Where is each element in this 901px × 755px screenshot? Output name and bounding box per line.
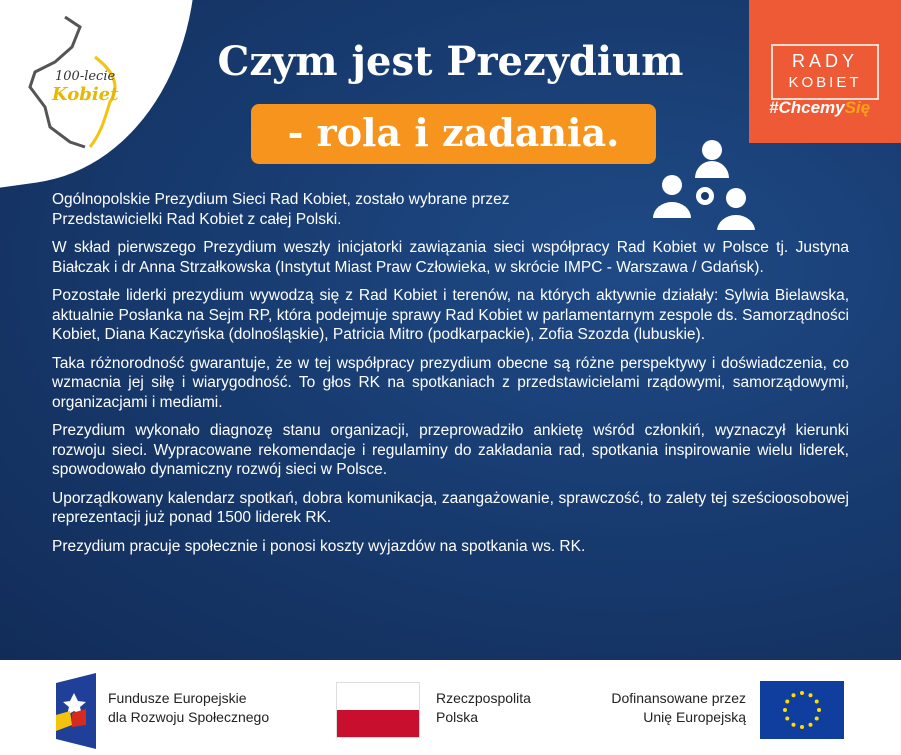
paragraph: Pozostałe liderki prezydium wywodzą się z Rad Kobiet i terenów, na których aktywnie działały: Sylwia Bielawska, aktualnie Posłanka na Sejm RP, która podejmuje sprawy Rad Kobiet w parlamentarnym zespole ds. Samorządności Kobiet, Diana Kaczyńska (dolnośląskie), Patricia Mitro (podkarpackie), Zofia Szozda (lubuskie).	[52, 287, 849, 343]
eu-star	[800, 691, 804, 695]
eu-star	[817, 708, 821, 712]
polish-flag	[336, 682, 420, 738]
eu-star	[809, 693, 813, 697]
logo-text: RADY	[791, 51, 858, 71]
eu-star	[800, 725, 804, 729]
svg-text:100-lecie: 100-lecie	[55, 69, 116, 84]
eu-flag	[760, 681, 844, 739]
hashtag: #Chcemy	[769, 98, 845, 117]
page-title: Czym jest Prezydium	[217, 38, 684, 85]
fundusze-europejskie-logo	[56, 673, 96, 749]
paragraph: W skład pierwszego Prezydium weszły inicjatorki zawiązania sieci współpracy Rad Kobiet w Polsce tj. Justyna Białczak i dr Anna Strzałkowska (Instytut Miast Praw Człowieka, w skrócie IMPC - Warszawa / Gdańsk).	[52, 239, 849, 276]
hashtag-suffix: Się	[844, 98, 871, 117]
paragraph: Taka różnorodność gwarantuje, że w tej współpracy prezydium obecne są różne perspektywy i doświadczenia, co wzmacnia jej siłę i wiarygodność. To głos RK na spotkaniach z przedstawicielami rządowymi, samorządowymi, organizacjami i mediami.	[52, 354, 849, 411]
eu-label: Dofinansowane przez	[611, 690, 746, 706]
fe-label: Fundusze Europejskie	[108, 690, 247, 706]
eu-star	[815, 717, 819, 721]
svg-text:Kobiet: Kobiet	[52, 84, 119, 105]
eu-label: Unię Europejską	[643, 709, 746, 725]
fe-label: dla Rozwoju Społecznego	[108, 709, 270, 725]
eu-star	[785, 700, 789, 704]
rp-label: Polska	[436, 709, 479, 725]
paragraph: Uporządkowany kalendarz spotkań, dobra komunikacja, zaangażowanie, sprawczość, to zalety tej sześcioosobowej reprezentacji już ponad 1500 liderek RK.	[52, 489, 849, 526]
eu-star	[815, 700, 819, 704]
body-text	[52, 190, 849, 565]
paragraph: Ogólnopolskie Prezydium Sieci Rad Kobiet, zostało wybrane przez Przedstawicielki Rad Kobiet z całej Polski.	[52, 191, 510, 228]
eu-star	[783, 708, 787, 712]
eu-star	[785, 717, 789, 721]
rp-label: Rzeczpospolita	[436, 690, 531, 706]
funding-footer	[0, 660, 901, 755]
eu-star	[809, 723, 813, 727]
paragraph: Prezydium pracuje społecznie i ponosi koszty wyjazdów na spotkania ws. RK.	[52, 537, 586, 555]
eu-star	[792, 723, 796, 727]
subtitle-banner: - rola i zadania.	[251, 104, 656, 164]
eu-star	[792, 693, 796, 697]
paragraph: Prezydium wykonało diagnozę stanu organizacji, przeprowadziło ankietę wśród członkiń, wyznaczył kierunki rozwoju sieci. Wypracowane rekomendacje i regulaminy do zakładania rad, spotkania inspirowanie wielu liderek, spowodowało dynamiczny rozwój sieci w Polsce.	[52, 422, 849, 478]
logo-text: KOBIET	[788, 74, 862, 91]
